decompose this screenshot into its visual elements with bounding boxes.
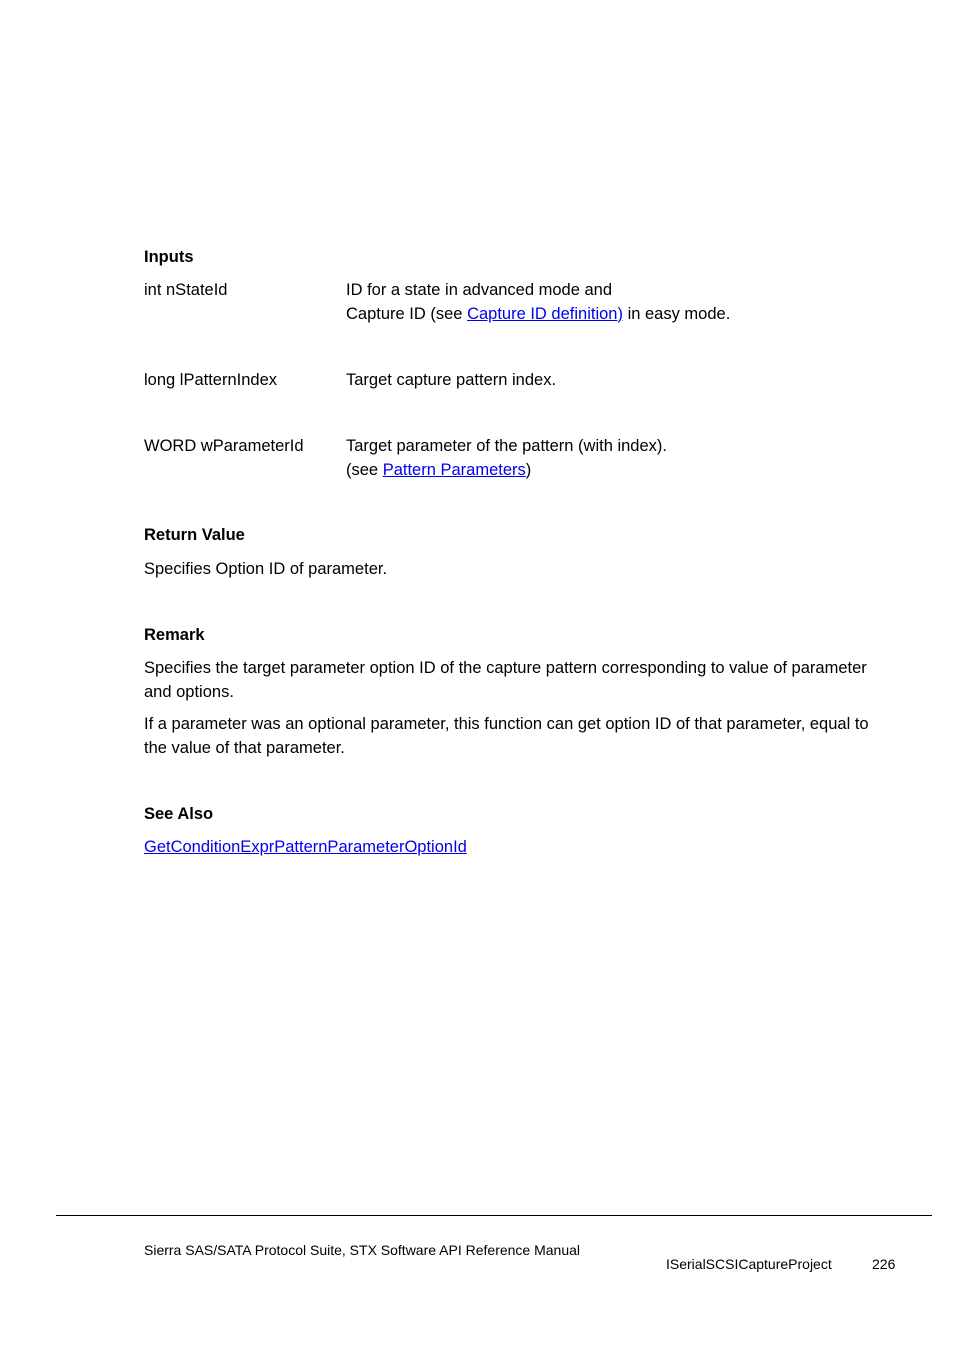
inputs-heading: Inputs [144,248,194,266]
param-desc-wparameterid [346,435,667,482]
see-also-list [144,836,879,860]
param-desc-prefix: Capture ID (see [346,304,468,323]
param-desc-line [346,459,667,483]
param-name-lpatternindex: long lPatternIndex [144,371,278,389]
param-desc-suffix: in easy mode. [622,304,731,323]
return-value-text: Specifies Option ID of parameter. [144,560,388,578]
footer-page-number: 226 [872,1256,896,1272]
see-also-heading: See Also [144,805,214,823]
footer-section-name: ISerialSCSICaptureProject [666,1256,832,1272]
pattern-parameters-link[interactable]: Pattern Parameters [382,460,526,479]
param-desc-line: ID for a state in advanced mode and [346,281,612,299]
see-also-link[interactable]: GetConditionExprPatternParameterOptionId [144,838,467,856]
param-desc-line: Target capture pattern index. [346,371,557,389]
remark-heading: Remark [144,626,205,644]
param-desc-nstateid [346,279,730,326]
capture-id-definition-link[interactable]: Capture ID definition) [467,304,623,323]
param-name-nstateid: int nStateId [144,281,228,299]
remark-paragraph-2: If a parameter was an optional parameter, this function can get option ID of that parameter, equal to the value of that parameter. [144,715,869,757]
remark-paragraph-1: Specifies the target parameter option ID of the capture pattern corresponding to value of parameter and options. [144,659,867,701]
param-desc-line: Target parameter of the pattern (with index). [346,437,667,455]
param-desc-suffix: ) [525,460,532,479]
param-name-wparameterid: WORD wParameterId [144,437,304,455]
param-desc-line [346,303,730,327]
return-value-heading: Return Value [144,526,245,544]
param-desc-lpatternindex [346,369,556,393]
footer-manual-title: Sierra SAS/SATA Protocol Suite, STX Software API Reference Manual [144,1242,581,1258]
param-desc-prefix: (see [346,460,383,479]
footer-divider [56,1215,932,1216]
